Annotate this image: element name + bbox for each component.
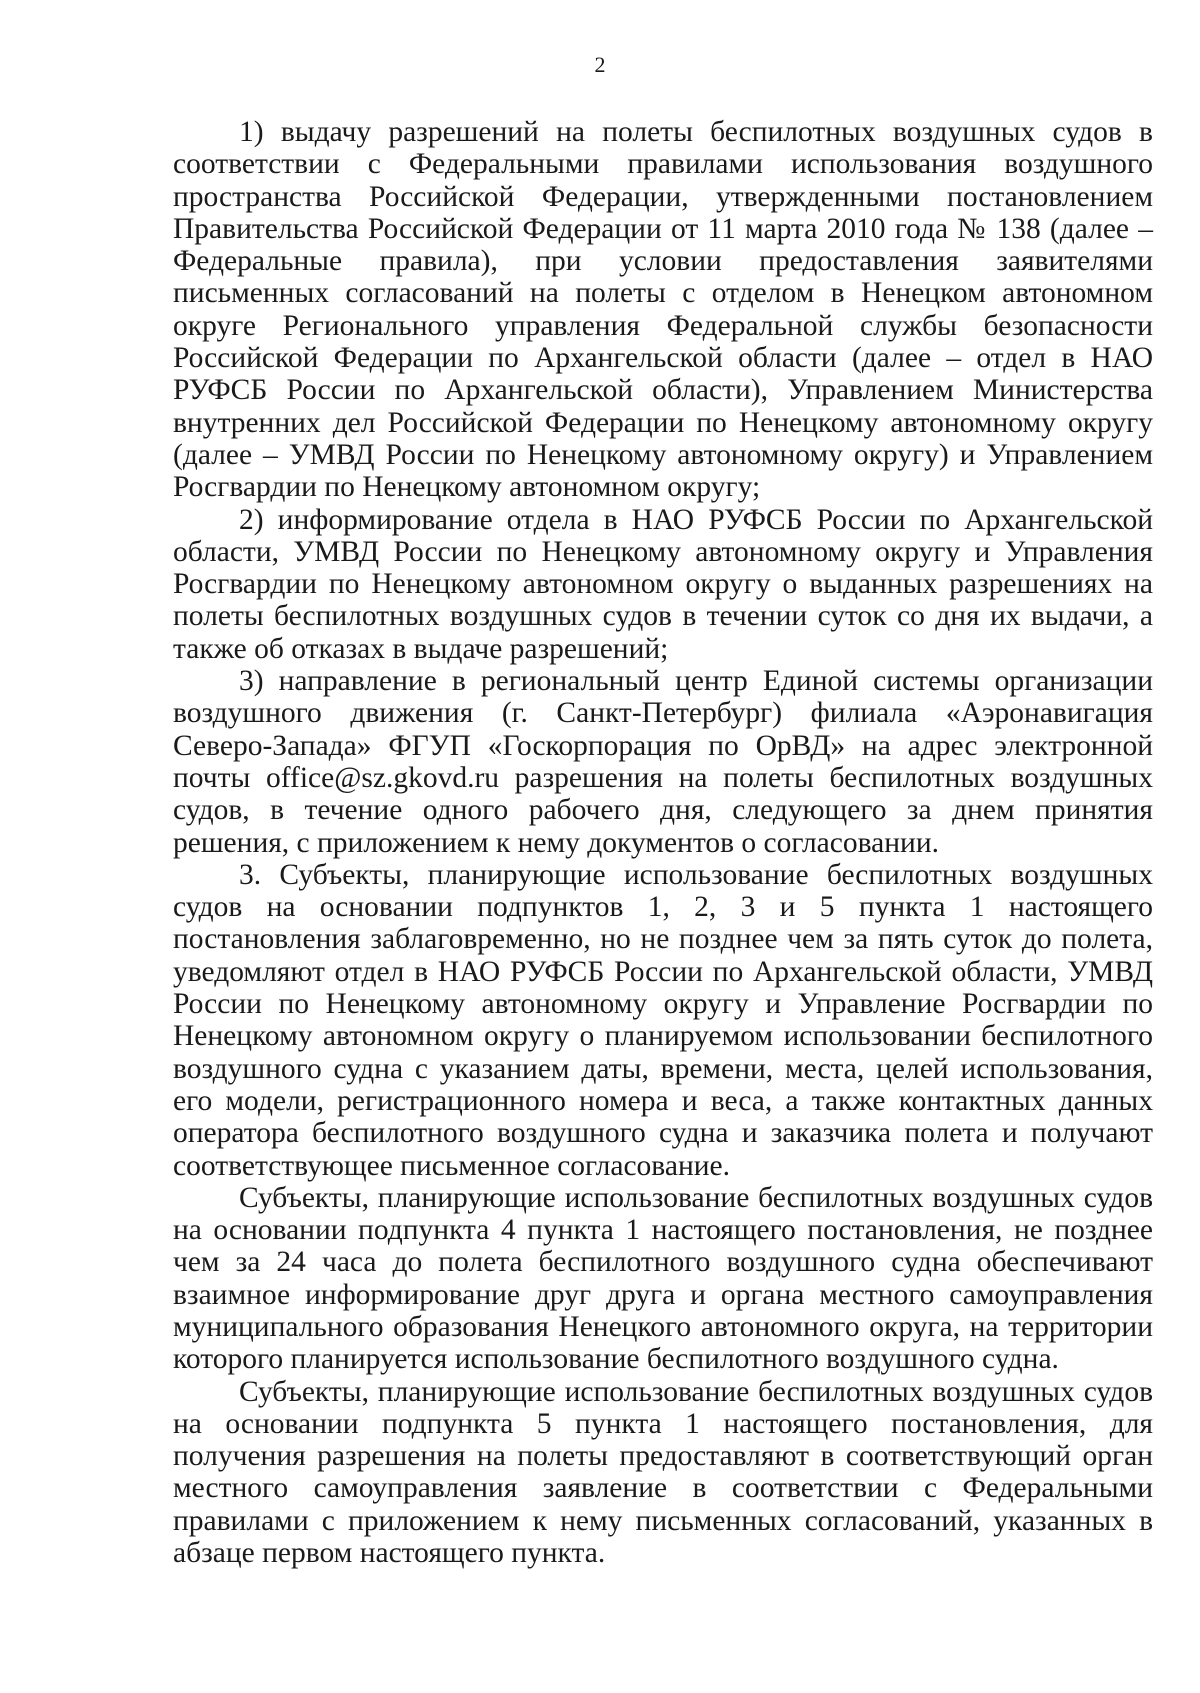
page-number: 2	[594, 52, 606, 77]
paragraph-subitem-1: 1) выдачу разрешений на полеты беспилотных воздушных судов в соответствии с Федеральными правилами использования воздушного пространства Российской Федерации, утвержденными постановлением Правительства Российской Федерации от 11 марта 2010 года № 138 (далее – Федеральные правила), при условии предоставления заявителями письменных согласований на полеты с отделом в Ненецком автономном округе Регионального управления Федеральной службы безопасности Российской Федерации по Архангельской области (далее – отдел в НАО РУФСБ России по Архангельской области), Управлением Министерства внутренних дел Российской Федерации по Ненецкому автономному округу (далее – УМВД России по Ненецкому автономному округу) и Управлением Росгвардии по Ненецкому автономном округу;	[173, 116, 1153, 504]
paragraph-item-3-subitem-5-rule: Субъекты, планирующие использование беспилотных воздушных судов на основании подпункта 5 пункта 1 настоящего постановления, для получения разрешения на полеты предоставляют в соответствующий орган местного самоуправления заявление в соответствии с Федеральными правилами с приложением к нему письменных согласований, указанных в абзаце первом настоящего пункта.	[173, 1375, 1153, 1570]
paragraph-item-3-subitem-4-rule: Субъекты, планирующие использование беспилотных воздушных судов на основании подпункта 4 пункта 1 настоящего постановления, не позднее чем за 24 часа до полета беспилотного воздушного судна обеспечивают взаимное информирование друг друга и органа местного самоуправления муниципального образования Ненецкого автономного округа, на территории которого планируется использование беспилотного воздушного судна.	[173, 1181, 1153, 1376]
paragraph-item-3: 3. Субъекты, планирующие использование беспилотных воздушных судов на основании подпунктов 1, 2, 3 и 5 пункта 1 настоящего постановления заблаговременно, но не позднее чем за пять суток до полета, уведомляют отдел в НАО РУФСБ России по Архангельской области, УМВД России по Ненецкому автономному округу и Управление Росгвардии по Ненецкому автономном округу о планируемом использовании беспилотного воздушного судна с указанием даты, времени, места, целей использования, его модели, регистрационного номера и веса, а также контактных данных оператора беспилотного воздушного судна и заказчика полета и получают соответствующее письменное согласование.	[173, 858, 1153, 1182]
document-body	[173, 116, 1153, 1569]
paragraph-subitem-3: 3) направление в региональный центр Единой системы организации воздушного движения (г. Санкт-Петербург) филиала «Аэронавигация Северо-Запада» ФГУП «Госкорпорация по ОрВД» на адрес электронной почты office@sz.gkovd.ru разрешения на полеты беспилотных воздушных судов, в течение одного рабочего дня, следующего за днем принятия решения, с приложением к нему документов о согласовании.	[173, 665, 1153, 859]
paragraph-subitem-2: 2) информирование отдела в НАО РУФСБ России по Архангельской области, УМВД России по Ненецкому автономному округу и Управления Росгвардии по Ненецкому автономном округу о выданных разрешениях на полеты беспилотных воздушных судов в течении суток со дня их выдачи, а также об отказах в выдаче разрешений;	[173, 503, 1153, 665]
